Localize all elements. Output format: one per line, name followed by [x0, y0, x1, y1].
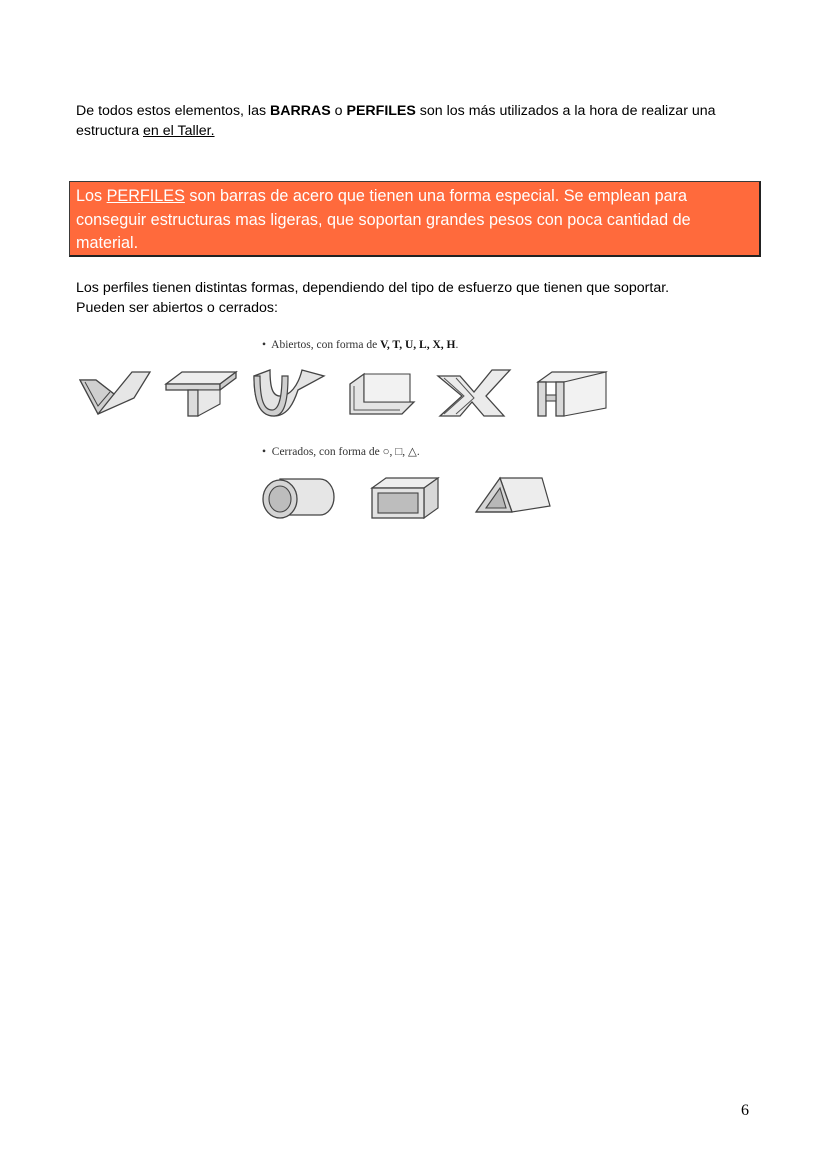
closed-caption-symbols: ○, □, △ [382, 446, 417, 458]
shapes-paragraph [76, 278, 766, 318]
open-profiles-caption [262, 339, 458, 351]
intro-paragraph [76, 101, 766, 141]
perfiles-bold: PERFILES [346, 103, 416, 119]
callout-text-2: son barras de acero que tienen una forma especial. Se emplean para conseguir estructuras mas ligeras, que soportan grandes pesos con poca cantidad de material. [76, 187, 691, 252]
h-profile-icon [534, 368, 610, 420]
triangular-tube-icon [472, 472, 554, 522]
definition-callout [69, 181, 761, 257]
callout-text-1: Los [76, 187, 107, 205]
open-bullet: • [262, 339, 267, 351]
intro-text-2: o [330, 103, 347, 119]
square-tube-icon [368, 474, 442, 522]
t-profile-icon [162, 368, 242, 420]
intro-text-1: De todos estos elementos, las [76, 103, 270, 119]
taller-underlined: en el Taller. [143, 123, 215, 139]
x-profile-icon [434, 366, 514, 420]
callout-text [76, 185, 756, 256]
callout-perfiles-underlined: PERFILES [106, 187, 185, 205]
barras-bold: BARRAS [270, 103, 331, 119]
round-tube-icon [258, 473, 338, 523]
open-caption-letters: V, T, U, L, X, H [380, 339, 456, 351]
closed-caption-end: . [416, 446, 420, 458]
intro-text-3: son los más utilizados a la hora de realizar una estructura [76, 103, 716, 139]
v-profile-icon [74, 368, 156, 420]
shapes-line-1: Los perfiles tienen distintas formas, dependiendo del tipo de esfuerzo que tienen que soportar. [76, 280, 670, 296]
u-profile-icon [248, 366, 328, 422]
shapes-line-2: Pueden ser abiertos o cerrados: [76, 300, 278, 316]
open-caption-text: Abiertos, con forma de [271, 339, 381, 351]
page-number: 6 [741, 1102, 749, 1119]
l-profile-icon [346, 370, 418, 420]
closed-profiles-caption [262, 444, 420, 458]
closed-caption-text: Cerrados, con forma de [271, 446, 383, 458]
profiles-figure [72, 336, 610, 520]
open-caption-end: . [455, 339, 459, 351]
closed-bullet: • [262, 446, 267, 458]
